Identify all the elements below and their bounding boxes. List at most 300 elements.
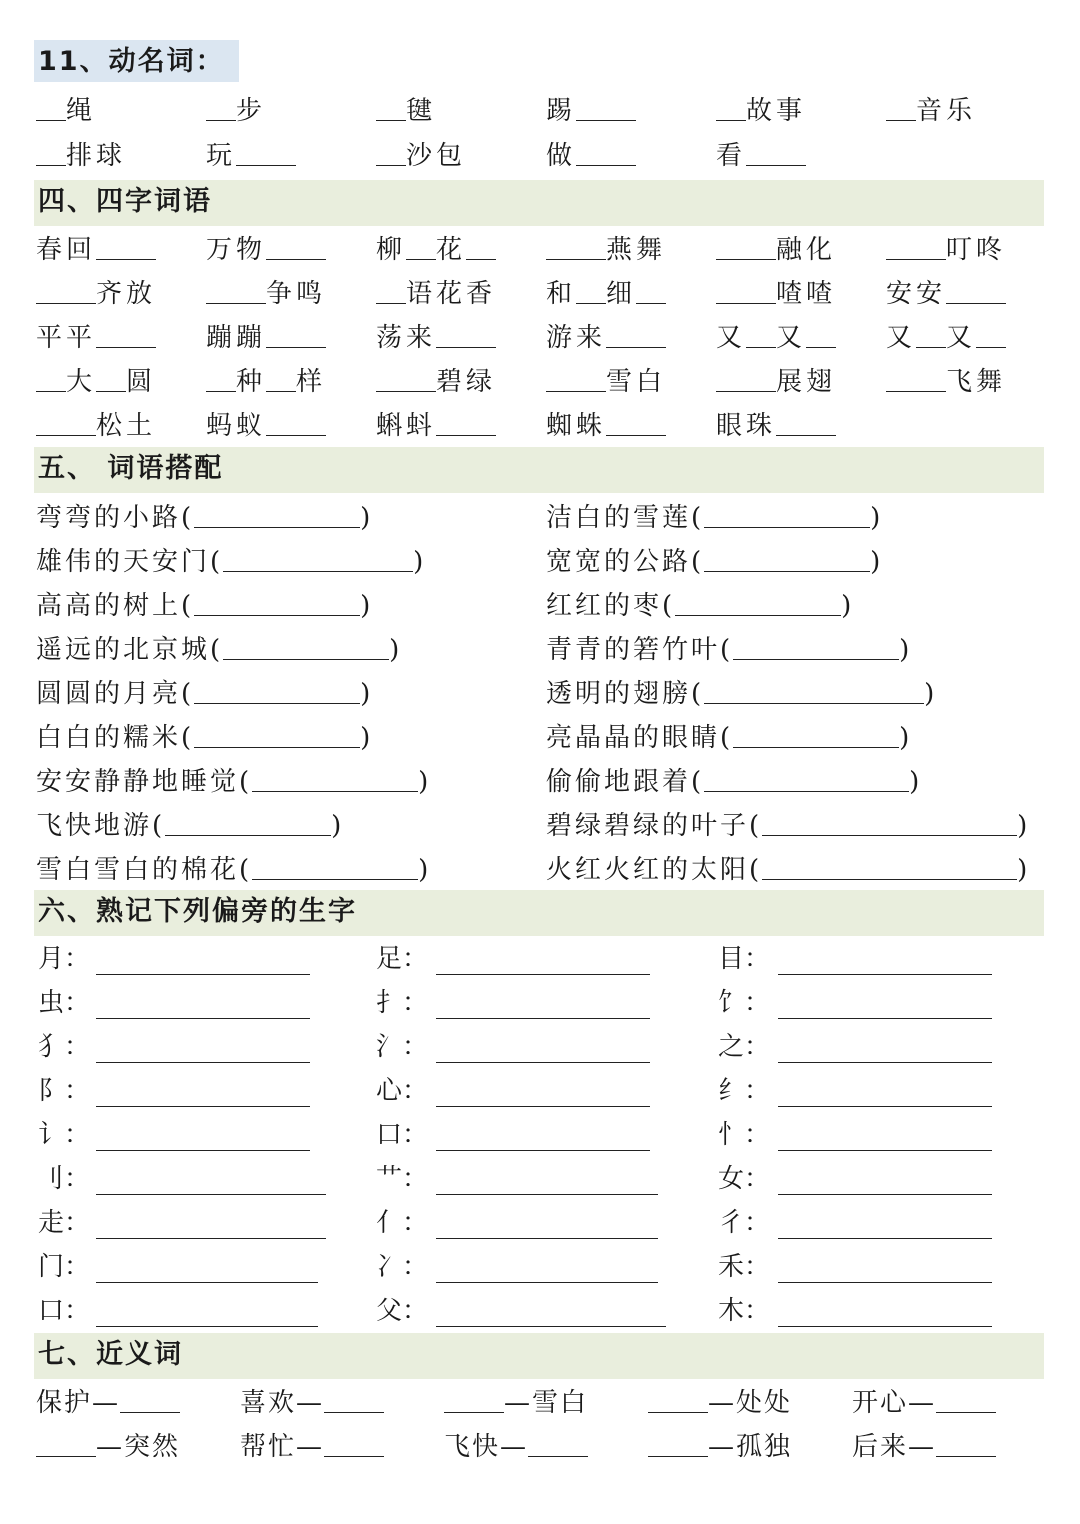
radical-label: 讠： <box>38 1120 91 1150</box>
close-paren: ) <box>360 591 374 621</box>
fill-blank[interactable] <box>776 407 836 436</box>
open-paren: ( <box>691 679 705 709</box>
fill-blank[interactable] <box>36 137 66 166</box>
fill-blank[interactable] <box>716 92 746 121</box>
section-header-pianpang: 六、熟记下列偏旁的生字 <box>34 890 1044 936</box>
fill-blank[interactable] <box>976 319 1006 348</box>
close-paren: ) <box>418 767 432 797</box>
dongmingci-item <box>716 137 806 173</box>
radical-answer-line[interactable] <box>96 974 310 975</box>
fill-blank[interactable] <box>746 319 776 348</box>
radical-answer-line[interactable] <box>96 1106 310 1107</box>
word-text: 圆 <box>126 367 157 397</box>
fill-blank[interactable] <box>266 407 326 436</box>
dapei-word: 遥远的北京城 <box>36 635 211 665</box>
word-text: 春回 <box>36 235 97 265</box>
jinyici-item <box>240 1384 384 1420</box>
fill-blank[interactable] <box>376 137 406 166</box>
jinyici-item <box>648 1384 792 1420</box>
dapei-item <box>546 763 922 799</box>
answer-blank[interactable] <box>194 587 360 616</box>
word-text: 毽 <box>406 96 437 126</box>
fill-blank[interactable] <box>576 92 636 121</box>
word-text: —雪白 <box>504 1388 589 1418</box>
radical-answer-line[interactable] <box>436 1194 658 1195</box>
fill-blank[interactable] <box>376 275 406 304</box>
word-text: 保护— <box>36 1388 121 1418</box>
word-text: —孤独 <box>708 1432 793 1462</box>
sizi-ciyu-item <box>886 275 1006 311</box>
fill-blank[interactable] <box>266 363 296 392</box>
fill-blank[interactable] <box>746 137 806 166</box>
fill-blank[interactable] <box>96 319 156 348</box>
dongmingci-item <box>206 137 296 173</box>
answer-blank[interactable] <box>733 719 899 748</box>
word-text: 语花香 <box>406 279 497 309</box>
word-text: 玩 <box>206 141 237 171</box>
section-header-jinyici: 七、近义词 <box>34 1333 1044 1379</box>
radical-label: 口： <box>38 1296 91 1326</box>
answer-blank[interactable] <box>252 763 418 792</box>
word-text: 音乐 <box>916 96 977 126</box>
dapei-item <box>36 763 431 799</box>
dapei-item <box>36 851 431 887</box>
dapei-item <box>546 543 883 579</box>
fill-blank[interactable] <box>266 231 326 260</box>
word-text: —处处 <box>708 1388 793 1418</box>
sizi-ciyu-item <box>376 319 496 355</box>
fill-blank[interactable] <box>648 1428 708 1457</box>
dongmingci-item <box>206 92 266 128</box>
word-text: 细 <box>606 279 637 309</box>
dapei-item <box>546 499 883 535</box>
dongmingci-item <box>376 137 466 173</box>
radical-label: 饣： <box>718 988 771 1018</box>
close-paren: ) <box>418 855 432 885</box>
radical-label: 月： <box>38 944 91 974</box>
close-paren: ) <box>841 591 855 621</box>
answer-blank[interactable] <box>252 851 418 880</box>
sizi-ciyu-item <box>716 407 836 443</box>
open-paren: ( <box>181 723 195 753</box>
radical-label: 彳： <box>718 1208 771 1238</box>
open-paren: ( <box>210 635 224 665</box>
dongmingci-item <box>36 137 126 173</box>
fill-blank[interactable] <box>436 407 496 436</box>
dapei-item <box>36 499 373 535</box>
dapei-word: 火红火红的太阳 <box>546 855 750 885</box>
fill-blank[interactable] <box>36 1428 96 1457</box>
fill-blank[interactable] <box>946 275 1006 304</box>
answer-blank[interactable] <box>165 807 331 836</box>
fill-blank[interactable] <box>528 1428 588 1457</box>
answer-blank[interactable] <box>194 499 360 528</box>
fill-blank[interactable] <box>806 319 836 348</box>
sizi-ciyu-item <box>376 363 496 399</box>
fill-blank[interactable] <box>936 1384 996 1413</box>
open-paren: ( <box>749 855 763 885</box>
sizi-ciyu-item <box>546 275 666 311</box>
word-text: 帮忙— <box>240 1432 325 1462</box>
dapei-item <box>546 807 1030 843</box>
dapei-word: 碧绿碧绿的叶子 <box>546 811 750 841</box>
radical-answer-line[interactable] <box>96 1062 310 1063</box>
word-text: 样 <box>296 367 327 397</box>
fill-blank[interactable] <box>636 275 666 304</box>
open-paren: ( <box>239 855 253 885</box>
radical-label: 心： <box>376 1076 429 1106</box>
radical-answer-line[interactable] <box>436 1106 650 1107</box>
sizi-ciyu-item <box>36 407 156 443</box>
dapei-word: 青青的箬竹叶 <box>546 635 721 665</box>
open-paren: ( <box>720 723 734 753</box>
radical-answer-line[interactable] <box>778 1238 992 1239</box>
open-paren: ( <box>181 679 195 709</box>
radical-answer-line[interactable] <box>436 1326 666 1327</box>
dapei-item <box>546 719 912 755</box>
radical-label: 木： <box>718 1296 771 1326</box>
fill-blank[interactable] <box>648 1384 708 1413</box>
word-text: 步 <box>236 96 267 126</box>
close-paren: ) <box>1017 811 1031 841</box>
answer-blank[interactable] <box>704 675 924 704</box>
radical-answer-line[interactable] <box>96 1194 326 1195</box>
word-text: 飞舞 <box>946 367 1007 397</box>
answer-blank[interactable] <box>733 631 899 660</box>
dapei-word: 圆圆的月亮 <box>36 679 182 709</box>
word-text: 又 <box>946 323 977 353</box>
fill-blank[interactable] <box>936 1428 996 1457</box>
radical-label: 纟： <box>718 1076 771 1106</box>
sizi-ciyu-item <box>716 275 836 311</box>
fill-blank[interactable] <box>546 363 606 392</box>
radical-label: 女： <box>718 1164 771 1194</box>
sizi-ciyu-item <box>886 231 1006 267</box>
fill-blank[interactable] <box>576 275 606 304</box>
answer-blank[interactable] <box>704 499 870 528</box>
sizi-ciyu-item <box>546 363 666 399</box>
sizi-ciyu-item <box>206 363 326 399</box>
word-text: 柳 <box>376 235 407 265</box>
word-text: 后来— <box>852 1432 937 1462</box>
sizi-ciyu-item <box>376 275 496 311</box>
dapei-word: 雄伟的天安门 <box>36 547 211 577</box>
dapei-item <box>36 675 373 711</box>
dapei-item <box>546 675 937 711</box>
jinyici-item <box>648 1428 792 1464</box>
jinyici-item <box>444 1384 588 1420</box>
close-paren: ) <box>899 723 913 753</box>
radical-label: 口： <box>376 1120 429 1150</box>
fill-blank[interactable] <box>36 407 96 436</box>
word-text: 荡来 <box>376 323 437 353</box>
radical-answer-line[interactable] <box>778 1062 992 1063</box>
word-text: 飞快— <box>444 1432 529 1462</box>
word-text: 万物 <box>206 235 267 265</box>
fill-blank[interactable] <box>96 363 126 392</box>
answer-blank[interactable] <box>223 543 413 572</box>
section-header-ciyu-dapei: 五、 词语搭配 <box>34 447 1044 493</box>
radical-answer-line[interactable] <box>96 1326 318 1327</box>
word-text: —突然 <box>96 1432 181 1462</box>
radical-answer-line[interactable] <box>436 1150 650 1151</box>
word-text: 和 <box>546 279 577 309</box>
radical-answer-line[interactable] <box>96 1238 326 1239</box>
dongmingci-item <box>376 92 436 128</box>
radical-answer-line[interactable] <box>436 1238 658 1239</box>
close-paren: ) <box>360 503 374 533</box>
close-paren: ) <box>1017 855 1031 885</box>
word-text: 松土 <box>96 411 157 441</box>
fill-blank[interactable] <box>376 363 436 392</box>
dapei-item <box>36 807 344 843</box>
fill-blank[interactable] <box>916 319 946 348</box>
word-text: 蝌蚪 <box>376 411 437 441</box>
close-paren: ) <box>389 635 403 665</box>
word-text: 花 <box>436 235 467 265</box>
dongmingci-item <box>546 92 636 128</box>
dapei-word: 洁白的雪莲 <box>546 503 692 533</box>
dapei-item <box>546 631 912 667</box>
sizi-ciyu-item <box>546 407 666 443</box>
dapei-item <box>546 587 854 623</box>
open-paren: ( <box>691 547 705 577</box>
radical-answer-line[interactable] <box>96 1150 310 1151</box>
dapei-item <box>36 587 373 623</box>
jinyici-item <box>36 1384 180 1420</box>
open-paren: ( <box>691 503 705 533</box>
close-paren: ) <box>870 503 884 533</box>
open-paren: ( <box>152 811 166 841</box>
word-text: 看 <box>716 141 747 171</box>
word-text: 沙包 <box>406 141 467 171</box>
sizi-ciyu-item <box>206 231 326 267</box>
close-paren: ) <box>909 767 923 797</box>
radical-label: 扌： <box>376 988 429 1018</box>
open-paren: ( <box>210 547 224 577</box>
fill-blank[interactable] <box>444 1384 504 1413</box>
dapei-word: 偷偷地跟着 <box>546 767 692 797</box>
fill-blank[interactable] <box>376 92 406 121</box>
radical-answer-line[interactable] <box>778 1106 992 1107</box>
fill-blank[interactable] <box>716 363 776 392</box>
close-paren: ) <box>924 679 938 709</box>
fill-blank[interactable] <box>206 275 266 304</box>
sizi-ciyu-item <box>36 231 156 267</box>
word-text: 又 <box>776 323 807 353</box>
fill-blank[interactable] <box>606 407 666 436</box>
fill-blank[interactable] <box>546 231 606 260</box>
sizi-ciyu-item <box>376 231 496 267</box>
dongmingci-item <box>546 137 636 173</box>
fill-blank[interactable] <box>324 1384 384 1413</box>
dongmingci-item <box>716 92 806 128</box>
dapei-word: 透明的翅膀 <box>546 679 692 709</box>
radical-answer-line[interactable] <box>96 1282 318 1283</box>
dapei-word: 红红的枣 <box>546 591 663 621</box>
word-text: 齐放 <box>96 279 157 309</box>
dapei-word: 亮晶晶的眼睛 <box>546 723 721 753</box>
radical-label: 冫： <box>376 1252 429 1282</box>
word-text: 游来 <box>546 323 607 353</box>
jinyici-item <box>36 1428 180 1464</box>
word-text: 开心— <box>852 1388 937 1418</box>
radical-label: 忄： <box>718 1120 771 1150</box>
radical-label: 艹： <box>376 1164 429 1194</box>
dapei-item <box>546 851 1030 887</box>
radical-answer-line[interactable] <box>436 1062 650 1063</box>
radical-label: 阝： <box>38 1076 91 1106</box>
word-text: 做 <box>546 141 577 171</box>
fill-blank[interactable] <box>716 275 776 304</box>
answer-blank[interactable] <box>762 807 1017 836</box>
radical-label: 禾： <box>718 1252 771 1282</box>
dongmingci-item <box>886 92 976 128</box>
sizi-ciyu-item <box>546 319 666 355</box>
fill-blank[interactable] <box>206 363 236 392</box>
dapei-word: 白白的糯米 <box>36 723 182 753</box>
section-header-dongmingci: 11、动名词： <box>34 40 239 82</box>
word-text: 平平 <box>36 323 97 353</box>
radical-answer-line[interactable] <box>436 974 650 975</box>
sizi-ciyu-item <box>886 319 1006 355</box>
word-text: 踢 <box>546 96 577 126</box>
fill-blank[interactable] <box>576 137 636 166</box>
dapei-word: 高高的树上 <box>36 591 182 621</box>
word-text: 燕舞 <box>606 235 667 265</box>
sizi-ciyu-item <box>716 231 836 267</box>
radical-label: 氵： <box>376 1032 429 1062</box>
fill-blank[interactable] <box>36 92 66 121</box>
jinyici-item <box>444 1428 588 1464</box>
close-paren: ) <box>360 679 374 709</box>
word-text: 又 <box>886 323 917 353</box>
fill-blank[interactable] <box>36 275 96 304</box>
radical-label: 亻： <box>376 1208 429 1238</box>
fill-blank[interactable] <box>36 363 66 392</box>
fill-blank[interactable] <box>266 319 326 348</box>
answer-blank[interactable] <box>223 631 389 660</box>
open-paren: ( <box>181 591 195 621</box>
open-paren: ( <box>749 811 763 841</box>
fill-blank[interactable] <box>886 92 916 121</box>
fill-blank[interactable] <box>716 231 776 260</box>
fill-blank[interactable] <box>324 1428 384 1457</box>
answer-blank[interactable] <box>675 587 841 616</box>
sizi-ciyu-item <box>716 319 836 355</box>
fill-blank[interactable] <box>406 231 436 260</box>
word-text: 蚂蚁 <box>206 411 267 441</box>
dapei-item <box>36 719 373 755</box>
fill-blank[interactable] <box>886 231 946 260</box>
open-paren: ( <box>691 767 705 797</box>
dongmingci-item <box>36 92 96 128</box>
close-paren: ) <box>331 811 345 841</box>
word-text: 雪白 <box>606 367 667 397</box>
radical-answer-line[interactable] <box>778 1326 992 1327</box>
dapei-word: 弯弯的小路 <box>36 503 182 533</box>
fill-blank[interactable] <box>466 231 496 260</box>
radical-label: 门： <box>38 1252 91 1282</box>
word-text: 碧绿 <box>436 367 497 397</box>
sizi-ciyu-item <box>716 363 836 399</box>
answer-blank[interactable] <box>762 851 1017 880</box>
close-paren: ) <box>899 635 913 665</box>
radical-answer-line[interactable] <box>436 1282 658 1283</box>
radical-answer-line[interactable] <box>778 1194 992 1195</box>
radical-label: 目： <box>718 944 771 974</box>
sizi-ciyu-item <box>36 363 156 399</box>
answer-blank[interactable] <box>194 719 360 748</box>
word-text: 喜欢— <box>240 1388 325 1418</box>
fill-blank[interactable] <box>436 319 496 348</box>
fill-blank[interactable] <box>236 137 296 166</box>
word-text: 大 <box>66 367 97 397</box>
close-paren: ) <box>413 547 427 577</box>
close-paren: ) <box>870 547 884 577</box>
close-paren: ) <box>360 723 374 753</box>
word-text: 排球 <box>66 141 127 171</box>
radical-label: 走： <box>38 1208 91 1238</box>
radical-label: 虫： <box>38 988 91 1018</box>
answer-blank[interactable] <box>704 763 909 792</box>
word-text: 故事 <box>746 96 807 126</box>
word-text: 眼珠 <box>716 411 777 441</box>
word-text: 种 <box>236 367 267 397</box>
dapei-word: 飞快地游 <box>36 811 153 841</box>
radical-answer-line[interactable] <box>778 974 992 975</box>
radical-label: 犭： <box>38 1032 91 1062</box>
radical-label: 父： <box>376 1296 429 1326</box>
fill-blank[interactable] <box>886 363 946 392</box>
sizi-ciyu-item <box>206 319 326 355</box>
sizi-ciyu-item <box>886 363 1006 399</box>
dapei-word: 安安静静地睡觉 <box>36 767 240 797</box>
radical-answer-line[interactable] <box>778 1282 992 1283</box>
open-paren: ( <box>662 591 676 621</box>
word-text: 融化 <box>776 235 837 265</box>
radical-answer-line[interactable] <box>436 1018 650 1019</box>
radical-answer-line[interactable] <box>778 1018 992 1019</box>
open-paren: ( <box>720 635 734 665</box>
word-text: 绳 <box>66 96 97 126</box>
radical-answer-line[interactable] <box>96 1018 310 1019</box>
dapei-word: 宽宽的公路 <box>546 547 692 577</box>
word-text: 蜘蛛 <box>546 411 607 441</box>
dapei-item <box>36 543 426 579</box>
answer-blank[interactable] <box>194 675 360 704</box>
radical-answer-line[interactable] <box>778 1150 992 1151</box>
open-paren: ( <box>239 767 253 797</box>
dapei-item <box>36 631 402 667</box>
sizi-ciyu-item <box>36 275 156 311</box>
jinyici-item <box>852 1428 996 1464</box>
sizi-ciyu-item <box>36 319 156 355</box>
fill-blank[interactable] <box>606 319 666 348</box>
answer-blank[interactable] <box>704 543 870 572</box>
fill-blank[interactable] <box>96 231 156 260</box>
sizi-ciyu-item <box>206 275 326 311</box>
radical-label: 刂： <box>38 1164 91 1194</box>
sizi-ciyu-item <box>376 407 496 443</box>
fill-blank[interactable] <box>120 1384 180 1413</box>
fill-blank[interactable] <box>206 92 236 121</box>
word-text: 喳喳 <box>776 279 837 309</box>
radical-label: 足： <box>376 944 429 974</box>
dapei-word: 雪白雪白的棉花 <box>36 855 240 885</box>
word-text: 蹦蹦 <box>206 323 267 353</box>
jinyici-item <box>852 1384 996 1420</box>
